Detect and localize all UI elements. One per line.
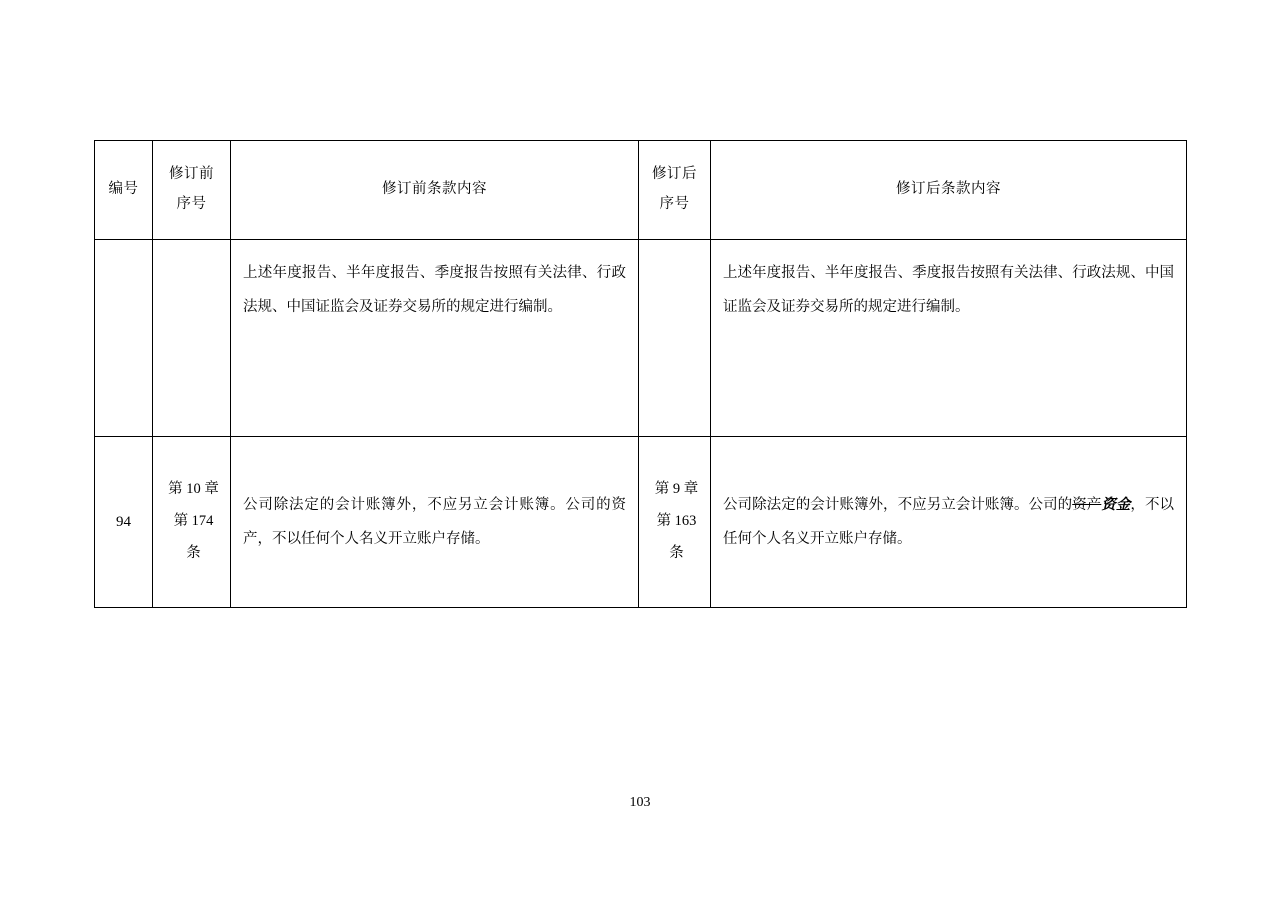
header-cell-after-content: 修订后条款内容 (711, 141, 1187, 240)
cell-after-number-line2: 第 163 (656, 513, 697, 530)
header-cell-before-content: 修订前条款内容 (231, 141, 639, 240)
table-row (95, 240, 1187, 437)
header-before-number-line2: 序号 (176, 196, 207, 212)
cell-before-number (153, 240, 231, 437)
cell-id (95, 240, 153, 437)
header-cell-after-number (639, 141, 711, 240)
cell-after-number (639, 240, 711, 437)
header-cell-before-number (153, 141, 231, 240)
cell-before-content: 上述年度报告、半年度报告、季度报告按照有关法律、行政法规、中国证监会及证券交易所的规定进行编制。 (231, 240, 639, 437)
cell-after-number-line1: 第 9 章 (654, 481, 699, 498)
revision-text-before: 公司除法定的会计账簿外，不应另立会计账簿。公司的 (723, 496, 1073, 513)
amendment-comparison-table (94, 140, 1187, 608)
revision-deleted-text: 资产 (1072, 496, 1102, 513)
header-cell-id: 编号 (95, 141, 153, 240)
cell-after-number-line3: 条 (669, 544, 684, 561)
cell-before-number-line1: 第 10 章 (168, 481, 219, 498)
header-after-number-line2: 序号 (659, 196, 690, 212)
header-before-number-line1: 修订前 (169, 166, 214, 183)
revision-inserted-text: 资金 (1101, 496, 1131, 513)
cell-id: 94 (95, 437, 153, 608)
cell-after-content: 上述年度报告、半年度报告、季度报告按照有关法律、行政法规、中国证监会及证券交易所的规定进行编制。 (711, 240, 1187, 437)
cell-before-content: 公司除法定的会计账簿外，不应另立会计账簿。公司的资产，不以任何个人名义开立账户存储。 (231, 437, 639, 608)
cell-before-number-line3: 条 (186, 544, 201, 561)
page-number: 103 (629, 795, 651, 810)
table-row (95, 437, 1187, 608)
cell-after-number (639, 437, 711, 608)
table-body (95, 240, 1187, 608)
cell-after-content (711, 437, 1187, 608)
table-header (95, 141, 1187, 240)
revision-text-after: ，不以任何个人名义开立账户存储。 (723, 496, 1175, 547)
header-after-number-line1: 修订后 (652, 166, 697, 183)
cell-before-number-line2: 第 174 (173, 513, 214, 530)
table-header-row (95, 141, 1187, 240)
cell-before-number (153, 437, 231, 608)
